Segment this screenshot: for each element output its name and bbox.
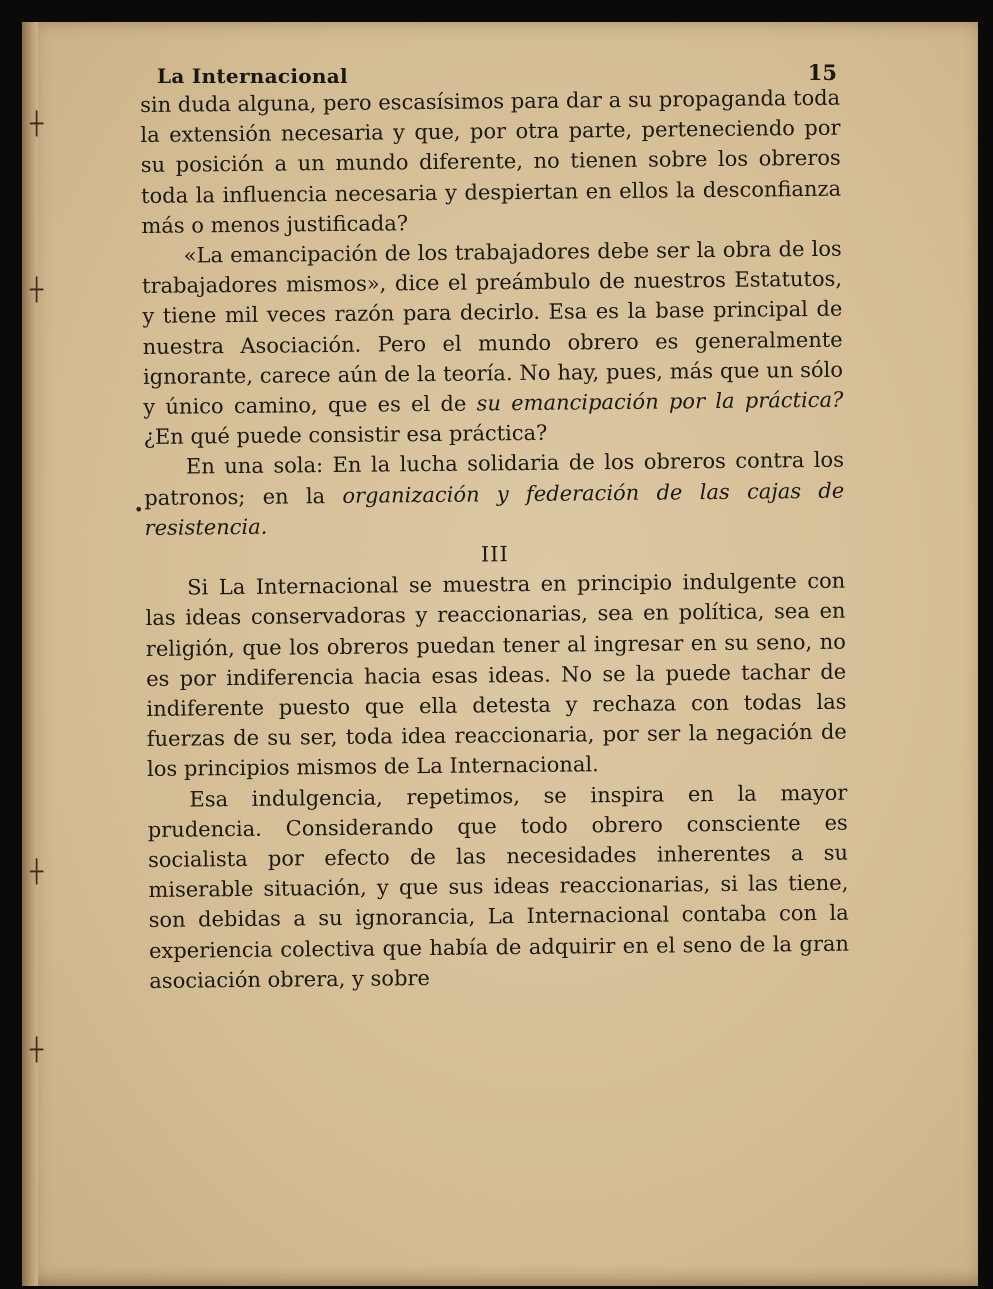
paragraph-prudence: Esa indulgencia, repetimos, se inspira en la mayor prudencia. Considerando que todo obrero consciente es socialista por efecto de las necesidades inherentes a su miserable situación, y que sus ideas reaccionarias, si las tiene, son debidas a su ignorancia, La Internacional contaba con la experiencia colectiva que había de adquirir en el seno de la gran asociación obrera, y sobre xyxy=(147,780,850,993)
paragraph-solidarity xyxy=(144,445,845,543)
paragraph-emancipation xyxy=(142,234,844,453)
section-heading: III xyxy=(480,542,509,567)
binding-stitch-mark: ┼ xyxy=(30,112,44,137)
paragraph-continuation: sin duda alguna, pero escasísimos para dar a su propaganda toda la extensión necesaria y que, por otra parte, perteneciendo por su posición a un mundo diferente, no tienen sobre los obreros toda la influencia necesaria y despiertan en ellos la desconfianza más o menos justificada? xyxy=(140,85,842,238)
italic-phrase: organización y federación de las cajas de resistencia. xyxy=(144,478,845,540)
page-number: 15 xyxy=(807,60,837,85)
italic-phrase: su emancipación por la práctica? xyxy=(476,387,844,416)
paragraph-text: En una sola: En la lucha solidaria de los obreros contra los patronos; en la xyxy=(144,448,845,510)
paragraph-text: ¿En qué puede consistir esa práctica? xyxy=(143,420,548,450)
paragraph-indulgence: Si La Internacional se muestra en principio indulgente con las ideas conservadoras y reaccionarias, sea en política, sea en religión, que los obreros puedan tener al ingresar en su seno, no es por indiferencia hacia esas ideas. No se la puede tachar de indiferente puesto que ella detesta y rechaza con todas las fuerzas de su ser, toda idea reaccionaria, por ser la negación de los principios mismos de La Internacional. xyxy=(145,568,847,782)
paragraph-text: «La emancipación de los trabajadores debe ser la obra de los trabajadores mismos», dice el preámbulo de nuestros Estatutos, y tiene mil veces razón para decirlo. Esa es la base principal de nuestra Asociación. Pero el mundo obrero es generalmente ignorante, carece aún de la teoría. No hay, pues, más que un sólo y único camino, que es el de xyxy=(141,236,844,420)
binding-stitch-mark: ┼ xyxy=(30,278,44,303)
ink-dot: • xyxy=(134,500,144,519)
body-text xyxy=(140,83,849,996)
binding-stitch-mark: ┼ xyxy=(30,1038,44,1063)
binding-stitch-mark: ┼ xyxy=(30,860,44,885)
running-title: La Internacional xyxy=(157,64,348,88)
book-spine xyxy=(22,22,38,1286)
